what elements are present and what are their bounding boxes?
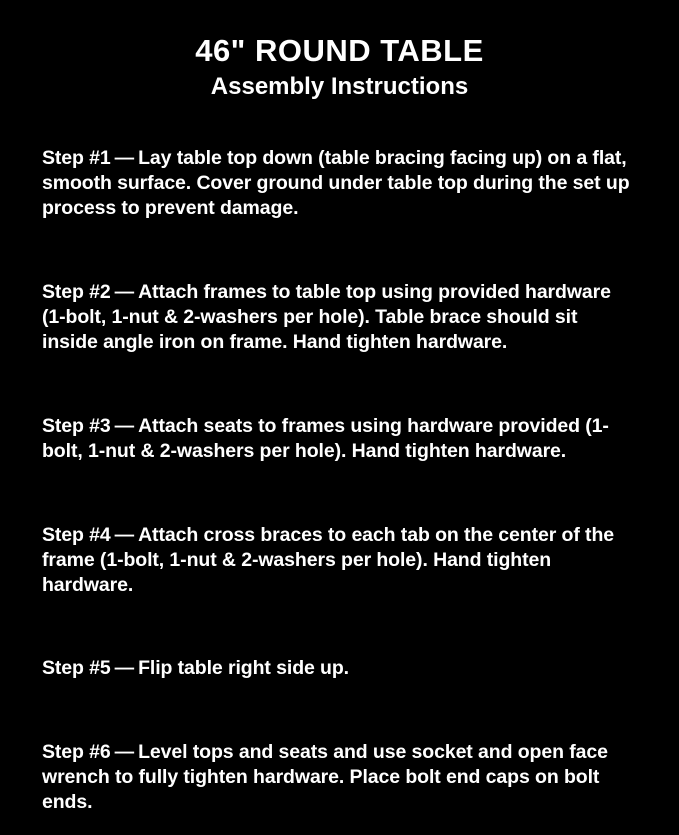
step-label: Step #3 [42, 414, 111, 437]
step-separator: — [114, 146, 135, 169]
step-text: Attach frames to table top using provided hardware (1-bolt, 1-nut & 2-washers per hole). Table brace should sit inside angle iron on frame. Hand tighten hardware. [42, 280, 611, 353]
page-subtitle: Assembly Instructions [210, 73, 469, 101]
step-item [42, 740, 637, 815]
step-item [42, 280, 637, 355]
step-separator: — [114, 741, 135, 764]
step-separator: — [114, 280, 135, 303]
step-label: Step #4 [42, 523, 111, 546]
step-separator: — [114, 523, 135, 546]
step-label: Step #1 [42, 146, 111, 169]
step-text: Attach seats to frames using hardware provided (1-bolt, 1-nut & 2-washers per hole). Hand tighten hardware. [42, 414, 609, 462]
steps-list [42, 126, 637, 834]
step-label: Step #6 [42, 741, 111, 764]
step-text: Flip table right side up. [138, 657, 350, 680]
step-label: Step #5 [42, 657, 111, 680]
step-item [42, 523, 637, 598]
step-item [42, 414, 637, 464]
step-text: Level tops and seats and use socket and open face wrench to fully tighten hardware. Place bolt end caps on bolt ends. [42, 741, 608, 814]
step-item [42, 656, 637, 681]
step-separator: — [114, 414, 135, 437]
step-separator: — [114, 657, 135, 680]
step-label: Step #2 [42, 280, 111, 303]
step-item [42, 146, 637, 221]
step-text: Lay table top down (table bracing facing up) on a flat, smooth surface. Cover ground under table top during the set up process to prevent damage. [42, 146, 630, 219]
page-title: 46" ROUND TABLE [195, 33, 484, 68]
step-text: Attach cross braces to each tab on the center of the frame (1-bolt, 1-nut & 2-washers per hole). Hand tighten hardware. [42, 523, 614, 596]
